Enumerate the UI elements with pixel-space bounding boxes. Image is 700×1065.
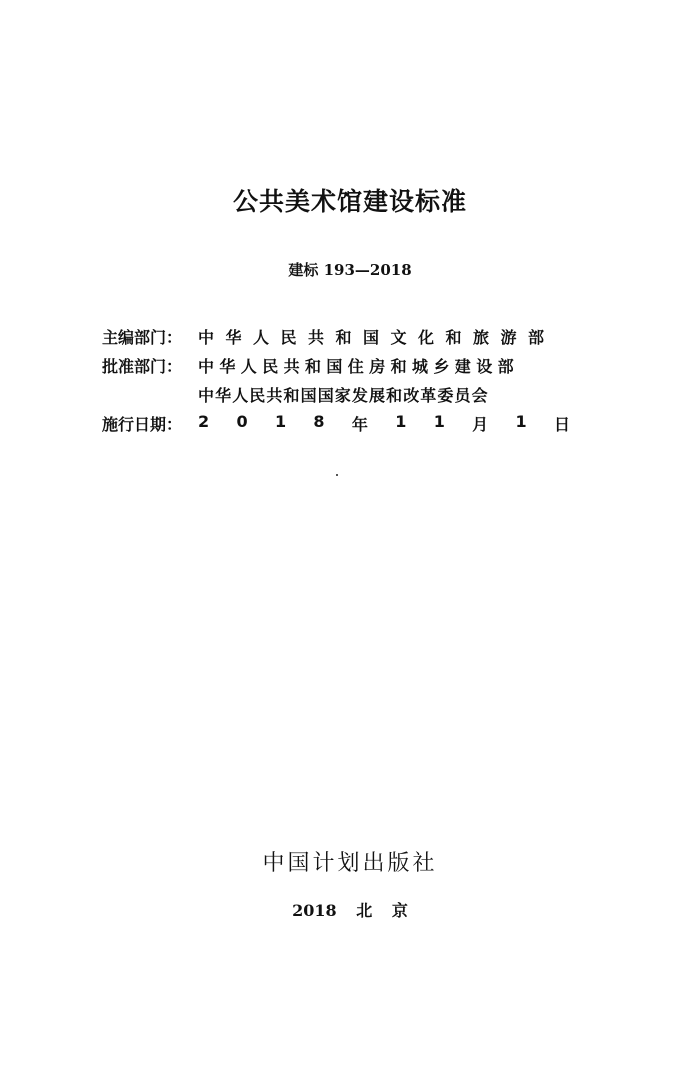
stray-dot — [336, 474, 338, 476]
publish-year-place: 2018 北 京 — [292, 901, 408, 920]
date-char: 1 — [395, 412, 407, 431]
approver-label: 批准部门： — [102, 357, 183, 376]
date-char: 1 — [515, 412, 527, 431]
date-char: 1 — [433, 412, 445, 431]
date-char: 日 — [553, 415, 570, 434]
date-char: 月 — [472, 415, 489, 434]
date-char: 2 — [198, 412, 210, 431]
info-block — [102, 322, 570, 438]
date-char: 0 — [236, 412, 248, 431]
approver-value-1: 中华人民共和国住房和城乡建设部 — [198, 357, 520, 376]
approver-value-2: 中华人民共和国国家发展和改革委员会 — [198, 386, 489, 405]
approver-row — [102, 351, 570, 380]
editor-label: 主编部门： — [102, 328, 183, 347]
approver-row-2 — [102, 380, 570, 409]
editor-value: 中华人民共和国文化和旅游部 — [198, 328, 556, 347]
standard-code: 建标 193—2018 — [288, 261, 412, 279]
date-char: 8 — [313, 412, 325, 431]
date-row — [102, 409, 570, 438]
date-label: 施行日期： — [102, 415, 183, 434]
date-char: 1 — [274, 412, 287, 431]
editor-row — [102, 322, 570, 351]
page-title: 公共美术馆建设标准 — [232, 187, 467, 216]
publisher: 中国计划出版社 — [262, 851, 438, 876]
date-char: 年 — [351, 415, 368, 434]
date-value — [198, 412, 570, 435]
